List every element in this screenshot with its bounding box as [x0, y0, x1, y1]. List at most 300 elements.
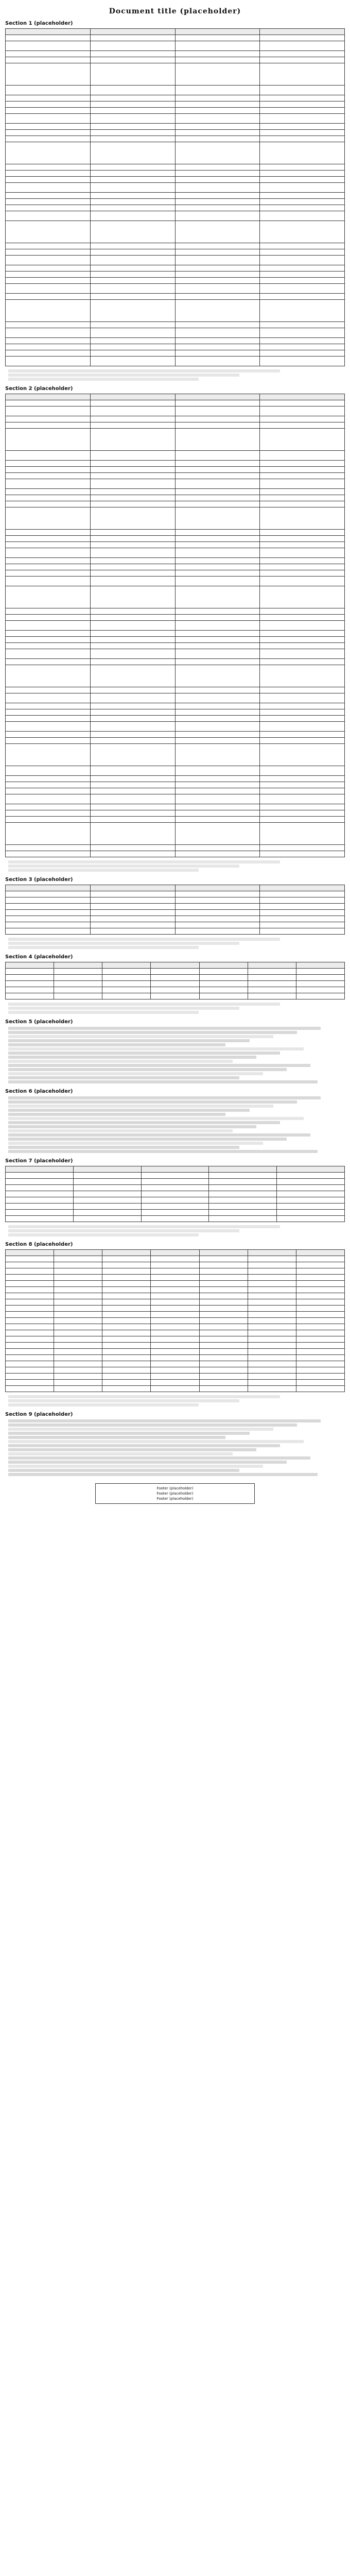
- note-line: [8, 869, 199, 872]
- table-row: [6, 1275, 345, 1281]
- table-cell: [209, 1210, 277, 1216]
- section-table: [5, 28, 345, 366]
- table-header-row: [6, 962, 345, 969]
- table-cell: [175, 51, 260, 57]
- table-cell: [296, 1380, 344, 1386]
- table-row: [6, 1306, 345, 1312]
- table-cell: [260, 284, 345, 294]
- table-cell: [175, 294, 260, 300]
- table-row: [6, 1287, 345, 1293]
- table-cell: [175, 817, 260, 823]
- table-cell: [296, 1318, 344, 1324]
- table-cell: [6, 294, 91, 300]
- table-cell: [296, 1299, 344, 1306]
- table-cell: [6, 193, 91, 199]
- table-cell: [260, 171, 345, 177]
- table-cell: [6, 164, 91, 171]
- table-cell: [6, 1318, 54, 1324]
- table-cell: [54, 1336, 102, 1343]
- table-cell: [175, 530, 260, 536]
- table-cell: [175, 851, 260, 857]
- table-cell: [6, 1361, 54, 1367]
- table-cell: [151, 1293, 199, 1299]
- table-header-cell: [6, 1166, 74, 1173]
- table-cell: [90, 124, 175, 130]
- table-cell: [260, 142, 345, 164]
- table-cell: [90, 278, 175, 284]
- table-cell: [260, 108, 345, 114]
- table-cell: [260, 910, 345, 916]
- table-cell: [141, 1185, 209, 1191]
- footer-line-1: Footer (placeholder): [156, 1486, 194, 1490]
- table-cell: [151, 1268, 199, 1275]
- table-cell: [260, 823, 345, 845]
- table-cell: [6, 1367, 54, 1374]
- table-cell: [260, 495, 345, 501]
- table-cell: [260, 817, 345, 823]
- table-row: [6, 570, 345, 577]
- table-cell: [6, 300, 91, 322]
- table-row: [6, 479, 345, 489]
- table-cell: [260, 400, 345, 406]
- table-cell: [175, 794, 260, 804]
- table-cell: [260, 278, 345, 284]
- table-cell: [260, 479, 345, 489]
- table-cell: [6, 665, 91, 687]
- table-cell: [175, 338, 260, 344]
- table-row: [6, 637, 345, 643]
- table-cell: [199, 987, 248, 993]
- table-cell: [54, 1275, 102, 1281]
- note-line: [8, 1233, 199, 1236]
- table-cell: [102, 1324, 151, 1330]
- table-cell: [175, 542, 260, 548]
- table-cell: [175, 86, 260, 95]
- table-cell: [151, 981, 199, 987]
- table-cell: [175, 766, 260, 776]
- table-cell: [6, 916, 91, 922]
- table-cell: [260, 86, 345, 95]
- table-row: [6, 243, 345, 249]
- section-title: Section 1 (placeholder): [5, 21, 73, 26]
- table-cell: [151, 969, 199, 975]
- table-cell: [260, 328, 345, 338]
- table-cell: [260, 272, 345, 278]
- table-cell: [248, 987, 296, 993]
- table-cell: [90, 451, 175, 461]
- table-cell: [54, 1386, 102, 1392]
- table-row: [6, 608, 345, 615]
- table-cell: [248, 1256, 296, 1262]
- table-cell: [6, 41, 91, 51]
- table-cell: [175, 916, 260, 922]
- table-cell: [296, 1256, 344, 1262]
- table-cell: [175, 400, 260, 406]
- table-cell: [6, 1268, 54, 1275]
- table-header-cell: [6, 394, 91, 400]
- table-cell: [102, 1374, 151, 1380]
- table-row: [6, 1299, 345, 1306]
- table-cell: [175, 205, 260, 211]
- table-cell: [175, 357, 260, 366]
- table-cell: [151, 1318, 199, 1324]
- table-row: [6, 987, 345, 993]
- table-cell: [73, 1185, 141, 1191]
- table-cell: [151, 975, 199, 981]
- table-cell: [6, 615, 91, 621]
- table-row: [6, 164, 345, 171]
- table-row: [6, 659, 345, 665]
- table-row: [6, 542, 345, 548]
- table-cell: [199, 975, 248, 981]
- table-row: [6, 338, 345, 344]
- table-cell: [90, 766, 175, 776]
- section-table: [5, 394, 345, 857]
- table-cell: [260, 687, 345, 693]
- section-1: [5, 21, 345, 381]
- table-row: [6, 199, 345, 205]
- table-cell: [260, 507, 345, 530]
- table-cell: [141, 1191, 209, 1197]
- table-cell: [260, 114, 345, 124]
- table-cell: [175, 577, 260, 586]
- table-cell: [90, 564, 175, 570]
- table-cell: [248, 1312, 296, 1318]
- table-cell: [54, 1318, 102, 1324]
- table-cell: [90, 897, 175, 904]
- table-header-row: [6, 1166, 345, 1173]
- table-cell: [6, 586, 91, 608]
- table-row: [6, 205, 345, 211]
- table-row: [6, 922, 345, 928]
- note-line: [8, 938, 280, 941]
- table-cell: [151, 1262, 199, 1268]
- table-cell: [175, 782, 260, 788]
- table-cell: [175, 136, 260, 142]
- table-row: [6, 709, 345, 716]
- table-cell: [73, 1197, 141, 1204]
- table-row: [6, 1204, 345, 1210]
- note-line: [8, 369, 280, 372]
- table-cell: [175, 665, 260, 687]
- table-cell: [6, 86, 91, 95]
- table-cell: [199, 1262, 248, 1268]
- table-cell: [90, 823, 175, 845]
- table-cell: [260, 782, 345, 788]
- table-cell: [151, 1343, 199, 1349]
- table-cell: [248, 1380, 296, 1386]
- table-cell: [6, 851, 91, 857]
- table-cell: [90, 845, 175, 851]
- table-cell: [90, 570, 175, 577]
- table-row: [6, 823, 345, 845]
- text-line: [8, 1473, 318, 1476]
- table-cell: [151, 1367, 199, 1374]
- text-line: [8, 1043, 225, 1046]
- table-cell: [6, 406, 91, 416]
- text-line: [8, 1465, 263, 1468]
- table-row: [6, 975, 345, 981]
- table-cell: [175, 631, 260, 637]
- table-row: [6, 429, 345, 451]
- table-cell: [6, 891, 91, 897]
- table-cell: [260, 804, 345, 810]
- table-cell: [175, 199, 260, 205]
- table-cell: [151, 993, 199, 999]
- table-cell: [6, 1330, 54, 1336]
- table-cell: [90, 928, 175, 935]
- table-cell: [248, 1268, 296, 1275]
- table-cell: [90, 804, 175, 810]
- text-line: [8, 1064, 310, 1067]
- table-row: [6, 1256, 345, 1262]
- table-cell: [6, 1262, 54, 1268]
- table-row: [6, 1386, 345, 1392]
- table-cell: [248, 981, 296, 987]
- footer-line-2: Footer (placeholder): [156, 1492, 194, 1496]
- table-row: [6, 1374, 345, 1380]
- table-cell: [6, 284, 91, 294]
- table-cell: [90, 501, 175, 507]
- table-cell: [6, 716, 91, 722]
- table-header-cell: [6, 885, 91, 891]
- table-cell: [151, 1281, 199, 1287]
- table-cell: [248, 1262, 296, 1268]
- table-cell: [90, 776, 175, 782]
- table-row: [6, 993, 345, 999]
- table-cell: [102, 1318, 151, 1324]
- table-row: [6, 1281, 345, 1287]
- table-cell: [209, 1191, 277, 1197]
- table-cell: [102, 1330, 151, 1336]
- table-cell: [6, 1374, 54, 1380]
- table-cell: [260, 916, 345, 922]
- table-cell: [6, 782, 91, 788]
- table-cell: [90, 256, 175, 265]
- text-line: [8, 1100, 297, 1104]
- table-cell: [90, 322, 175, 328]
- table-cell: [6, 804, 91, 810]
- table-cell: [6, 473, 91, 479]
- text-line: [8, 1129, 233, 1132]
- table-row: [6, 558, 345, 564]
- table-cell: [175, 284, 260, 294]
- table-row: [6, 1367, 345, 1374]
- text-line: [8, 1068, 287, 1071]
- table-cell: [175, 643, 260, 649]
- section-8: [5, 1242, 345, 1406]
- table-cell: [90, 328, 175, 338]
- table-cell: [6, 51, 91, 57]
- section-3: [5, 877, 345, 949]
- text-line: [8, 1428, 273, 1431]
- table-cell: [90, 643, 175, 649]
- table-cell: [90, 164, 175, 171]
- table-row: [6, 57, 345, 63]
- table-cell: [260, 294, 345, 300]
- table-cell: [90, 199, 175, 205]
- table-row: [6, 586, 345, 608]
- table-cell: [54, 1380, 102, 1386]
- table-cell: [6, 928, 91, 935]
- table-cell: [6, 1216, 74, 1222]
- table-cell: [260, 615, 345, 621]
- table-cell: [260, 357, 345, 366]
- table-cell: [260, 776, 345, 782]
- table-cell: [175, 328, 260, 338]
- table-cell: [6, 794, 91, 804]
- table-cell: [6, 136, 91, 142]
- table-row: [6, 788, 345, 794]
- table-header-cell: [260, 29, 345, 35]
- table-cell: [90, 344, 175, 350]
- table-row: [6, 1330, 345, 1336]
- table-row: [6, 766, 345, 776]
- table-cell: [6, 845, 91, 851]
- table-header-cell: [73, 1166, 141, 1173]
- table-cell: [296, 987, 344, 993]
- text-line: [8, 1452, 233, 1455]
- table-cell: [6, 278, 91, 284]
- table-cell: [90, 703, 175, 709]
- table-cell: [90, 851, 175, 857]
- table-cell: [175, 558, 260, 564]
- note-line: [8, 1395, 280, 1398]
- table-cell: [141, 1204, 209, 1210]
- table-cell: [175, 95, 260, 101]
- table-cell: [175, 897, 260, 904]
- table-cell: [90, 265, 175, 272]
- table-row: [6, 422, 345, 429]
- table-cell: [199, 1324, 248, 1330]
- table-row: [6, 548, 345, 558]
- note-line: [8, 946, 199, 949]
- table-cell: [199, 1374, 248, 1380]
- table-cell: [6, 703, 91, 709]
- table-cell: [6, 577, 91, 586]
- table-cell: [296, 1386, 344, 1392]
- table-cell: [248, 1281, 296, 1287]
- table-cell: [6, 429, 91, 451]
- table-cell: [248, 1324, 296, 1330]
- table-row: [6, 300, 345, 322]
- table-cell: [199, 1268, 248, 1275]
- table-row: [6, 1380, 345, 1386]
- table-cell: [260, 350, 345, 357]
- table-cell: [260, 586, 345, 608]
- text-line: [8, 1076, 239, 1079]
- table-cell: [90, 130, 175, 136]
- section-5: [5, 1019, 345, 1083]
- table-row: [6, 981, 345, 987]
- table-cell: [102, 1312, 151, 1318]
- table-cell: [175, 177, 260, 183]
- table-cell: [175, 422, 260, 429]
- table-cell: [260, 631, 345, 637]
- section-title: Section 2 (placeholder): [5, 386, 73, 392]
- table-cell: [6, 211, 91, 221]
- table-cell: [296, 1343, 344, 1349]
- document-title: Document title (placeholder): [109, 7, 241, 15]
- table-cell: [151, 1374, 199, 1380]
- table-cell: [260, 904, 345, 910]
- table-header-cell: [209, 1166, 277, 1173]
- table-cell: [90, 916, 175, 922]
- table-header-cell: [90, 29, 175, 35]
- table-cell: [175, 256, 260, 265]
- table-cell: [151, 1324, 199, 1330]
- table-row: [6, 461, 345, 467]
- table-cell: [260, 177, 345, 183]
- table-cell: [260, 558, 345, 564]
- table-cell: [90, 649, 175, 659]
- table-cell: [260, 659, 345, 665]
- table-cell: [102, 1386, 151, 1392]
- table-cell: [90, 586, 175, 608]
- table-cell: [90, 558, 175, 564]
- table-row: [6, 350, 345, 357]
- table-cell: [6, 1386, 54, 1392]
- table-cell: [277, 1197, 345, 1204]
- table-cell: [6, 637, 91, 643]
- table-cell: [90, 722, 175, 732]
- table-cell: [260, 703, 345, 709]
- table-row: [6, 1191, 345, 1197]
- table-cell: [6, 1197, 74, 1204]
- table-cell: [73, 1191, 141, 1197]
- table-cell: [6, 63, 91, 86]
- table-cell: [6, 1191, 74, 1197]
- table-cell: [248, 1287, 296, 1293]
- table-row: [6, 1343, 345, 1349]
- table-row: [6, 406, 345, 416]
- table-cell: [260, 536, 345, 542]
- table-row: [6, 536, 345, 542]
- table-cell: [175, 193, 260, 199]
- table-cell: [175, 114, 260, 124]
- table-cell: [90, 35, 175, 41]
- table-row: [6, 114, 345, 124]
- table-cell: [199, 1275, 248, 1281]
- table-cell: [6, 897, 91, 904]
- table-cell: [90, 782, 175, 788]
- table-cell: [90, 108, 175, 114]
- table-cell: [54, 975, 102, 981]
- section-title: Section 4 (placeholder): [5, 954, 73, 960]
- table-cell: [6, 479, 91, 489]
- text-line: [8, 1072, 263, 1075]
- table-cell: [151, 1312, 199, 1318]
- table-cell: [90, 205, 175, 211]
- table-cell: [260, 338, 345, 344]
- table-cell: [6, 659, 91, 665]
- table-row: [6, 136, 345, 142]
- table-header-cell: [6, 1250, 54, 1256]
- table-cell: [175, 507, 260, 530]
- table-cell: [6, 243, 91, 249]
- table-cell: [6, 1281, 54, 1287]
- table-cell: [260, 564, 345, 570]
- table-cell: [6, 171, 91, 177]
- table-cell: [6, 1299, 54, 1306]
- table-row: [6, 451, 345, 461]
- table-row: [6, 193, 345, 199]
- table-cell: [90, 709, 175, 716]
- table-header-cell: [296, 962, 344, 969]
- table-cell: [260, 136, 345, 142]
- table-cell: [90, 548, 175, 558]
- table-cell: [102, 1361, 151, 1367]
